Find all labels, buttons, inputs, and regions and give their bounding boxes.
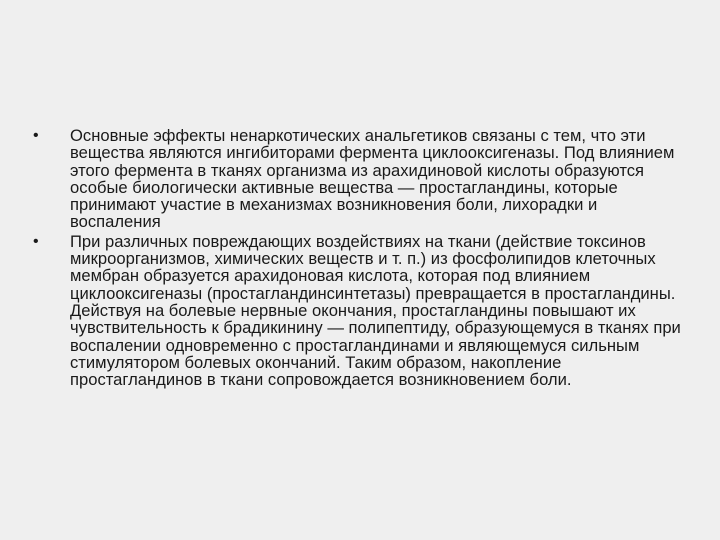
bullet-item-2 (33, 233, 682, 389)
bullet-marker: • (33, 232, 39, 250)
bullet-list (33, 127, 685, 390)
bullet-item-1 (33, 127, 682, 231)
bullet-text: Основные эффекты ненаркотических анальгетиков связаны с тем, что эти вещества являются ингибиторами фермента циклооксигеназы. Под влиянием этого фермента в тканях организма из арахидиновой кислоты образуются особые биологически активные вещества — простагландины, которые принимают участие в механизмах возникновения боли, лихорадки и воспаления (70, 126, 675, 232)
bullet-text: При различных повреждающих воздействиях на ткани (действие токсинов микроорганизмов, химических веществ и т. п.) из фосфолипидов клеточных мембран образуется арахидоновая кислота, которая под влиянием циклооксигеназы (простагландинсинтетазы) превращается в простагландины. Действуя на болевые нервные окончания, простагландины повышают их чувствительность к брадикинину — полипептиду, образующемуся в тканях при воспалении одновременно с простагландинами и являющемуся сильным стимулятором болевых окончаний. Таким образом, накопление простагландинов в ткани сопровождается возникновением боли. (70, 231, 681, 390)
bullet-marker: • (33, 127, 39, 144)
